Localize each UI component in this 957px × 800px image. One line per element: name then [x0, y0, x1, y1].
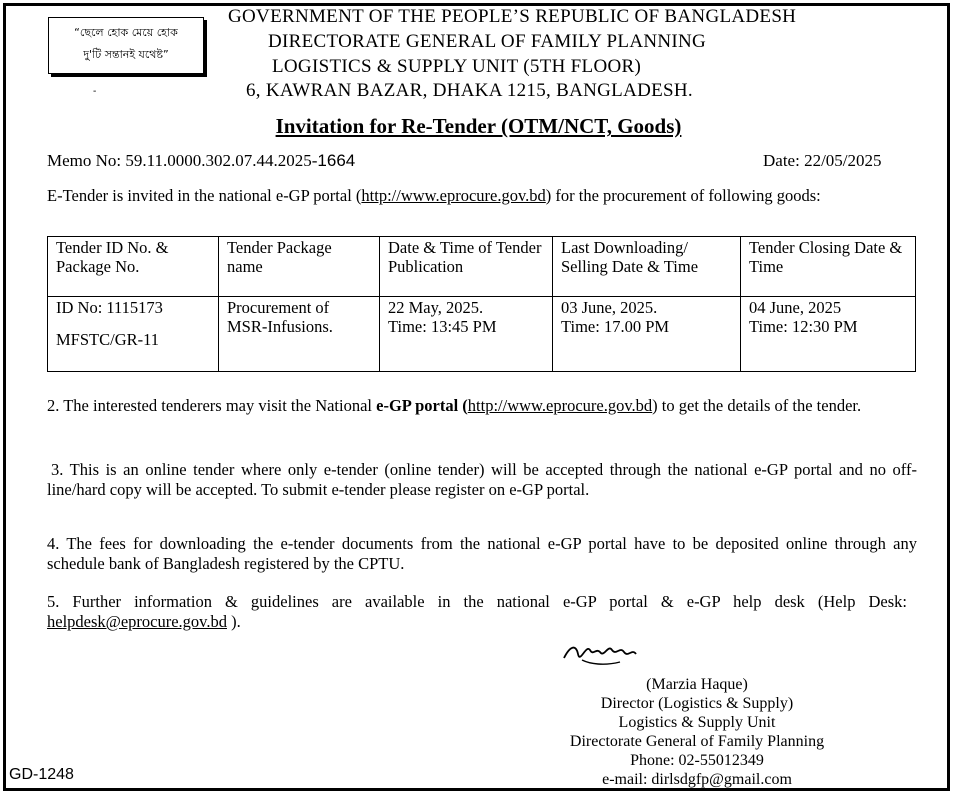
cell-tender-id — [48, 297, 219, 372]
downloading-time: Time: 17.00 PM — [561, 317, 670, 336]
header-address: 6, KAWRAN BAZAR, DHAKA 1215, BANGLADESH. — [246, 80, 693, 101]
para5-text-before: 5. Further information & guidelines are available in the national e-GP portal & e-GP help desk (Help Desk: — [47, 592, 907, 611]
cell-closing — [741, 297, 916, 372]
downloading-date: 03 June, 2025. — [561, 298, 658, 317]
cell-publication — [380, 297, 553, 372]
signatory-name: (Marzia Haque) — [646, 676, 748, 693]
intro-portal-link[interactable]: http://www.eprocure.gov.bd — [361, 186, 546, 205]
para2-portal-link[interactable]: http://www.eprocure.gov.bd — [467, 396, 653, 415]
memo-number: 1664 — [317, 151, 356, 170]
notice-title — [0, 114, 957, 139]
signatory-org: Directorate General of Family Planning — [569, 733, 825, 750]
para5-text-after: ). — [227, 612, 241, 631]
paragraph-2 — [47, 396, 917, 416]
publication-time: Time: 13:45 PM — [388, 317, 497, 336]
helpdesk-email-link[interactable]: helpdesk@eprocure.gov.bd — [47, 612, 227, 631]
slogan-line-1: “ছেলে হোক মেয়ে হোক — [74, 26, 178, 39]
header-downloading: Last Downloading/ Selling Date & Time — [553, 237, 741, 297]
cell-downloading — [553, 297, 741, 372]
para2-text-before: 2. The interested tenderers may visit the National — [47, 396, 377, 415]
signatory-email: e-mail: dirlsdgfp@gmail.com — [602, 771, 792, 788]
table-header-row — [48, 237, 916, 297]
header-closing: Tender Closing Date & Time — [741, 237, 916, 297]
closing-date: 04 June, 2025 — [749, 298, 842, 317]
header-government: GOVERNMENT OF THE PEOPLE’S REPUBLIC OF BANGLADESH — [228, 6, 797, 27]
intro-paragraph — [47, 186, 919, 206]
header-tender-id: Tender ID No. & Package No. — [48, 237, 219, 297]
publication-date: 22 May, 2025. — [388, 298, 484, 317]
slogan-line-2: দু'টি সন্তানই যথেষ্ট” — [83, 48, 169, 61]
package-no: MFSTC/GR-11 — [56, 330, 159, 349]
paragraph-3: 3. This is an online tender where only e-tender (online tender) will be accepted through the national e-GP portal and no off-line/hard copy will be accepted. To submit e-tender please register on e-GP portal. — [47, 460, 917, 499]
cell-package-name: Procurement of MSR-Infusions. — [219, 297, 380, 372]
para2-bold: e-GP portal ( — [376, 396, 468, 415]
closing-time: Time: 12:30 PM — [749, 317, 858, 336]
footer-code: GD-1248 — [9, 766, 74, 783]
memo-line — [47, 151, 355, 171]
tender-table — [47, 236, 916, 372]
paragraph-5 — [47, 592, 907, 632]
intro-text-before: E-Tender is invited in the national e-GP portal ( — [47, 186, 362, 205]
memo-label: Memo No: 59.11.0000.302.07.44.2025- — [47, 151, 318, 170]
memo-date: Date: 22/05/2025 — [763, 151, 882, 170]
table-row — [48, 297, 916, 372]
slogan-box — [48, 17, 204, 74]
header-package-name: Tender Package name — [219, 237, 380, 297]
para2-text-after: ) to get the details of the tender. — [652, 396, 862, 415]
signatory-title: Director (Logistics & Supply) — [600, 695, 794, 712]
margin-mark: - — [93, 86, 97, 97]
paragraph-4: 4. The fees for downloading the e-tender documents from the national e-GP portal have to be deposited online through any schedule bank of Bangladesh registered by the CPTU. — [47, 534, 917, 573]
signatory-unit: Logistics & Supply Unit — [618, 714, 776, 731]
intro-text-after: ) for the procurement of following goods: — [545, 186, 821, 205]
signature — [560, 634, 640, 670]
signatory-phone: Phone: 02-55012349 — [630, 752, 764, 769]
header-publication: Date & Time of Tender Publication — [380, 237, 553, 297]
tender-id: ID No: 1115173 — [56, 298, 163, 317]
header-unit: LOGISTICS & SUPPLY UNIT (5TH FLOOR) — [272, 56, 642, 77]
notice-title-text: Invitation for Re-Tender (OTM/NCT, Goods) — [275, 114, 682, 138]
header-directorate: DIRECTORATE GENERAL OF FAMILY PLANNING — [268, 31, 707, 52]
